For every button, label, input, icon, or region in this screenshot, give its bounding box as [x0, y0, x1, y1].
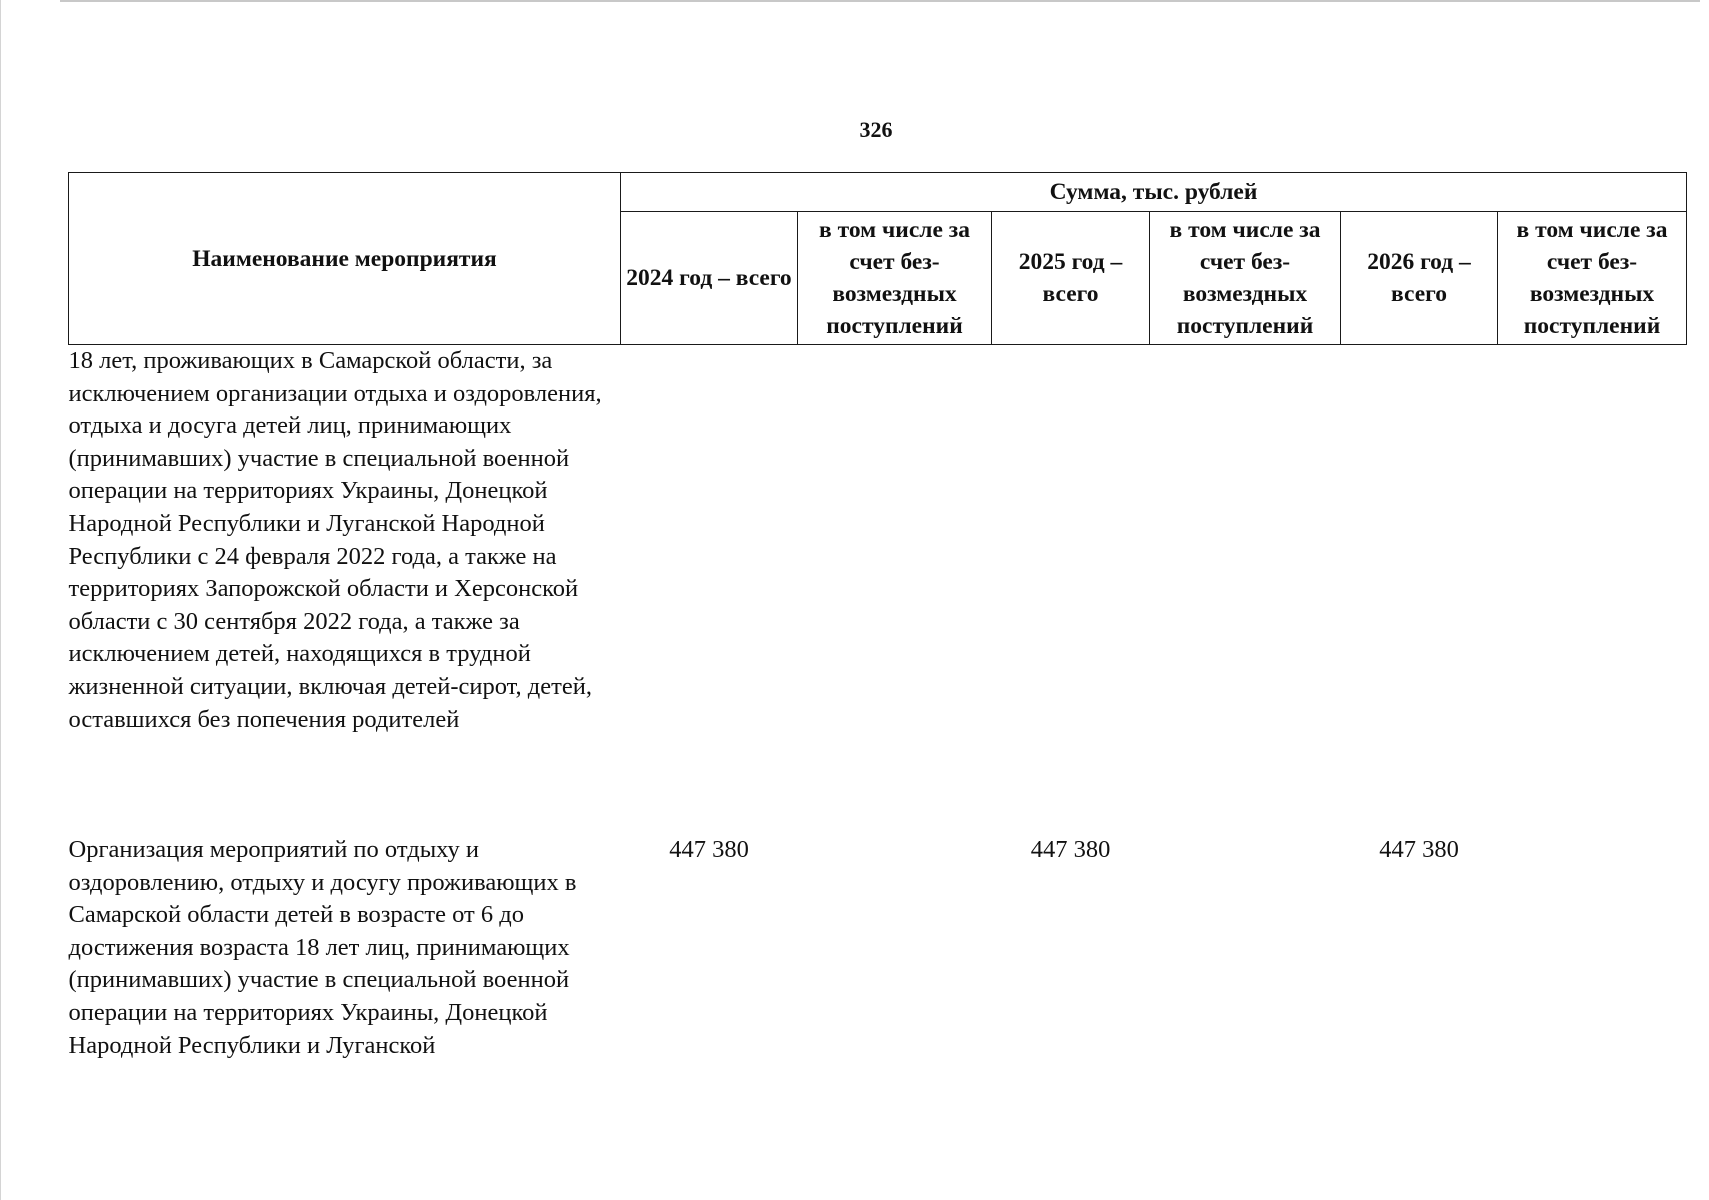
header-2025-total: 2025 год – всего [992, 212, 1150, 345]
value-cell-2024-gratuitous [798, 834, 992, 1062]
header-name-column: Наименование мероприятия [69, 173, 621, 345]
scan-edge-left [0, 0, 1, 1200]
value-cell-2025-gratuitous [1150, 345, 1341, 835]
table-row [69, 345, 1687, 835]
header-2026-gratuitous: в том числе за счет без-возмездных поступлений [1498, 212, 1687, 345]
value-cell-2024-total: 447 380 [669, 836, 749, 863]
header-2024-gratuitous: в том числе за счет без-возмездных поступлений [798, 212, 992, 345]
header-2024-total: 2024 год – всего [621, 212, 798, 345]
row-name-cell: Организация мероприятий по отдыху и оздоровлению, отдыху и досугу проживающих в Самарской области детей в возрасте от 6 до достижения возраста 18 лет лиц, принимающих (принимавших) участие в специальной военной операции на территориях Украины, Донецкой Народной Республики и Луганской [68, 836, 577, 1059]
value-cell-2026-total: 447 380 [1379, 836, 1459, 863]
page-number: 326 [859, 117, 893, 142]
header-2026-total: 2026 год – всего [1341, 212, 1498, 345]
scan-edge-top [60, 0, 1700, 2]
value-cell-2025-total [992, 345, 1150, 835]
value-cell-2024-total [621, 345, 798, 835]
value-cell-2026-total [1341, 345, 1498, 835]
value-cell-2024-gratuitous [798, 345, 992, 835]
budget-table [68, 172, 1687, 1062]
table-body [69, 345, 1687, 1063]
value-cell-2025-total: 447 380 [1030, 836, 1111, 863]
value-cell-2025-gratuitous [1150, 834, 1341, 1062]
header-2025-gratuitous: в том числе за счет без-возмездных поступлений [1150, 212, 1341, 345]
value-cell-2026-gratuitous [1498, 834, 1687, 1062]
row-name-cell: 18 лет, проживающих в Самарской области, за исключением организации отдыха и оздоровления, отдыха и досуга детей лиц, принимающих (принимавших) участие в специальной военной операции на территориях Украины, Донецкой Народной Республики и Луганской Народной Республики с 24 февраля 2022 года, а также на территориях Запорожской области и Херсонской области с 30 сентября 2022 года, а также за исключением детей, находящихся в трудной жизненной ситуации, включая детей-сирот, детей, оставшихся без попечения родителей [68, 347, 602, 733]
table-header [69, 173, 1687, 345]
value-cell-2026-gratuitous [1498, 345, 1687, 835]
header-sum-group: Сумма, тыс. рублей [621, 173, 1687, 212]
table-row [69, 834, 1687, 1062]
